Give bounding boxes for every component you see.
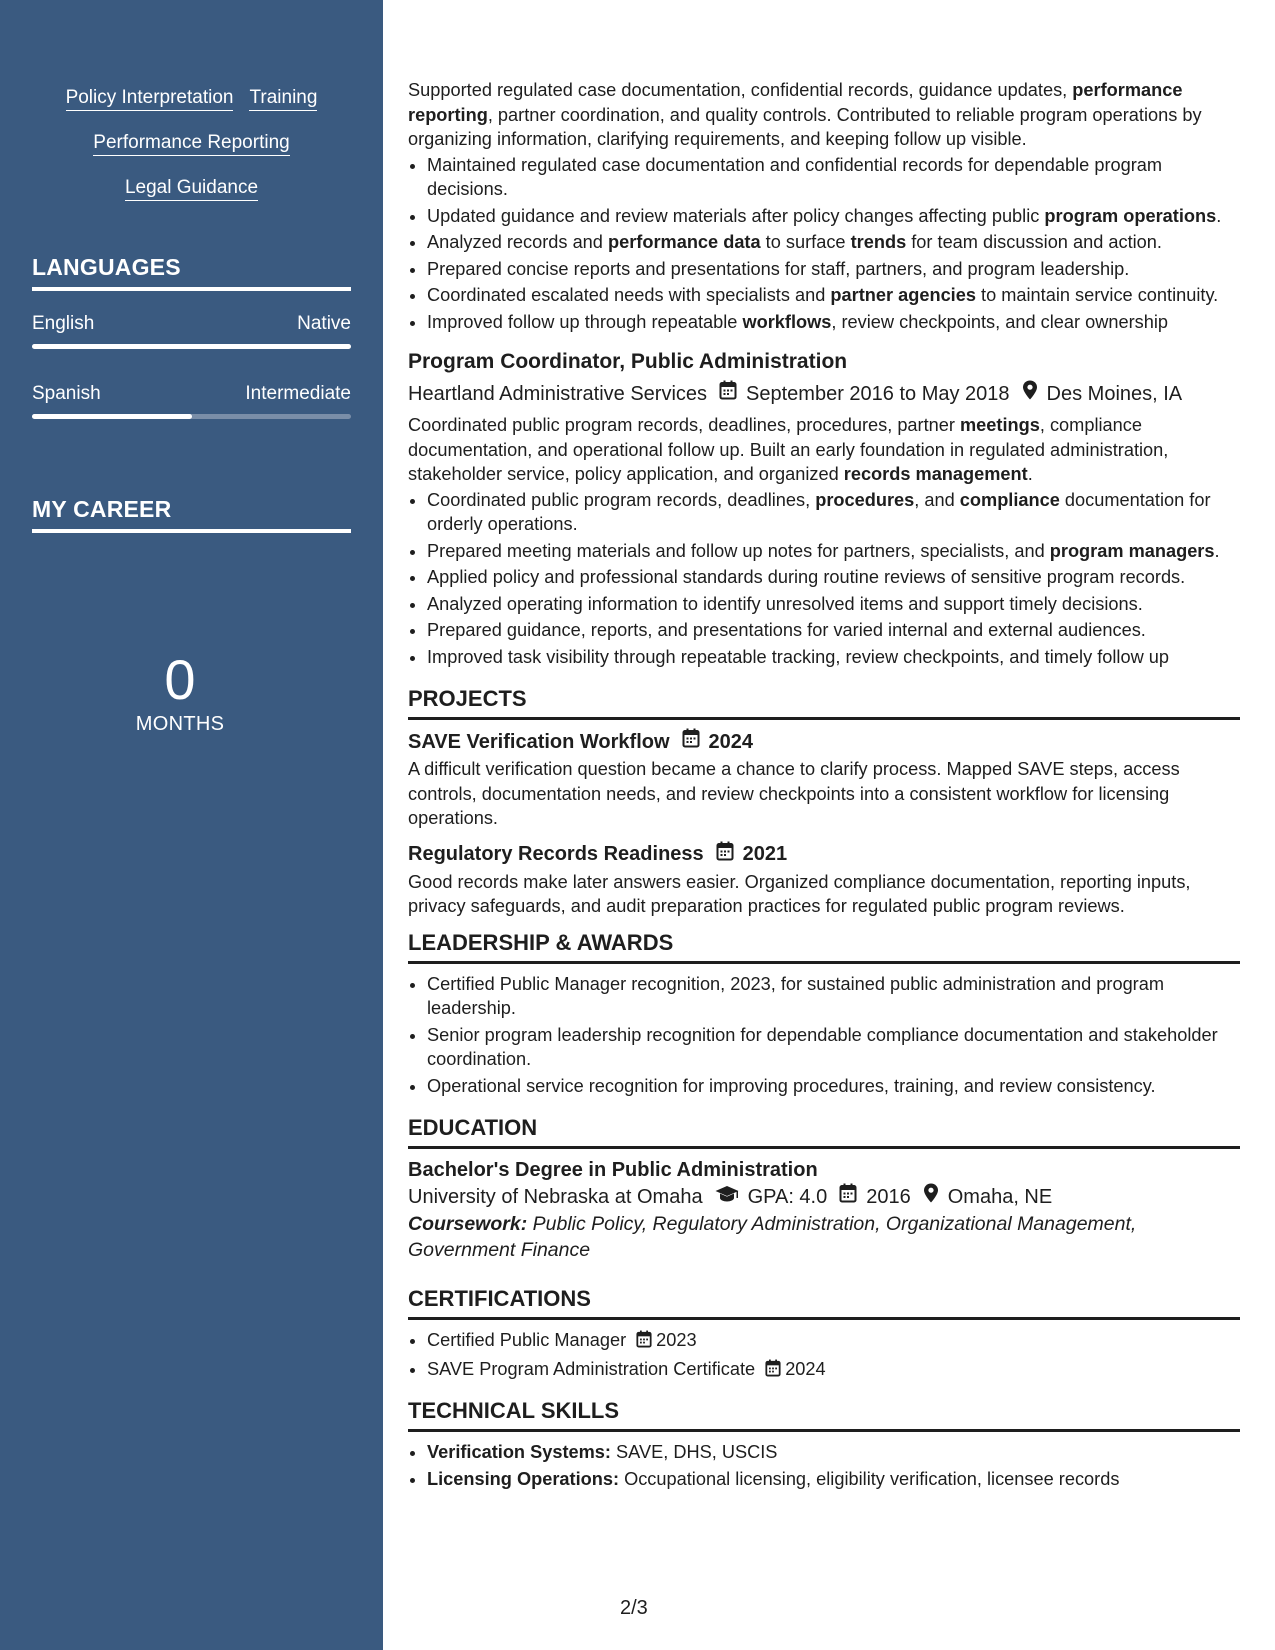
skills-tags	[32, 86, 351, 221]
text-segment: Coordinated escalated needs with specialists and	[427, 285, 831, 305]
job-bullet	[427, 257, 1240, 282]
text-segment: Maintained regulated case documentation and confidential records for dependable program decisions.	[427, 154, 1163, 199]
certifications-list	[408, 1328, 1240, 1383]
project-name: SAVE Verification Workflow	[408, 730, 670, 753]
map-pin-icon	[1022, 380, 1038, 407]
text-segment: Improved task visibility through repeatable tracking, review checkpoints, and timely follow up	[427, 646, 1170, 667]
job-summary	[408, 78, 1240, 152]
languages-heading: LANGUAGES	[32, 253, 351, 291]
text-segment: , and	[914, 489, 960, 510]
language-bar-fill	[32, 344, 351, 349]
technical-skills-list	[408, 1440, 1240, 1491]
text-segment: .	[1216, 205, 1222, 226]
job-bullet	[427, 618, 1240, 643]
job-bullets	[408, 153, 1240, 335]
language-level: Native	[297, 313, 351, 334]
text-segment: Coordinated public program records, deadlines, procedures, partner	[408, 415, 960, 435]
job-summary	[408, 413, 1240, 487]
calendar-icon	[682, 728, 700, 755]
job-location: Des Moines, IA	[1046, 382, 1183, 405]
career-unit: MONTHS	[135, 713, 225, 735]
text-segment: , review checkpoints, and clear ownership	[831, 311, 1169, 332]
text-segment: Analyzed operating information to identify unresolved items and support timely decisions.	[427, 593, 1143, 614]
award-item: • Operational service recognition for improving procedures, training, and review consistency.	[427, 1074, 1240, 1099]
map-pin-icon	[923, 1183, 939, 1211]
job-bullet	[427, 230, 1240, 255]
emphasis-text: partner agencies	[830, 285, 976, 305]
text-segment: Prepared concise reports and presentations for staff, partners, and program leadership.	[427, 258, 1130, 279]
job-bullet	[427, 645, 1240, 670]
certification-item	[427, 1328, 1240, 1355]
skill-value: Occupational licensing, eligibility verification, licensee records	[619, 1468, 1120, 1489]
skill-tag: Performance Reporting	[93, 132, 289, 156]
job-meta	[408, 380, 1240, 407]
emphasis-text: program managers	[1049, 540, 1215, 561]
calendar-icon	[636, 1330, 652, 1355]
award-item: • Senior program leadership recognition for dependable compliance documentation and stakeholder coordination.	[427, 1023, 1240, 1072]
awards-heading: LEADERSHIP & AWARDS	[408, 929, 1240, 964]
text-segment: documentation for orderly operations.	[427, 489, 1211, 534]
text-segment: to surface	[760, 232, 851, 252]
certification-name: SAVE Program Administration Certificate	[427, 1358, 756, 1379]
education-location: Omaha, NE	[947, 1186, 1053, 1208]
gpa: GPA: 4.0	[747, 1186, 828, 1208]
job-bullet	[427, 153, 1240, 202]
emphasis-text: procedures	[815, 489, 915, 510]
emphasis-text: trends	[850, 232, 907, 252]
text-segment: Prepared meeting materials and follow up notes for partners, specialists, and	[427, 540, 1050, 561]
education-heading: EDUCATION	[408, 1114, 1240, 1149]
text-segment: Supported regulated case documentation, confidential records, guidance updates,	[408, 80, 1073, 100]
text-segment: to maintain service continuity.	[975, 285, 1219, 305]
language-name: Spanish	[32, 383, 101, 404]
language-bar	[32, 414, 351, 419]
text-segment: Prepared guidance, reports, and presentations for varied internal and external audiences.	[427, 620, 1146, 640]
text-segment: , partner coordination, and quality controls. Contributed to reliable program operations by organizing information, clarifying requirements, and keeping follow up visible.	[408, 104, 1202, 149]
certification-item	[427, 1357, 1240, 1384]
job-bullet	[427, 488, 1240, 537]
text-segment: Analyzed records and	[427, 232, 608, 252]
main-content	[408, 78, 1240, 1493]
emphasis-text: performance data	[607, 232, 761, 252]
job-title: Program Coordinator, Public Administration	[408, 350, 848, 373]
coursework	[408, 1211, 1240, 1263]
language-item	[32, 312, 351, 349]
skill-row	[32, 131, 351, 157]
emphasis-text: performance reporting	[408, 80, 1183, 125]
project-description: A difficult verification question became a chance to clarify process. Mapped SAVE steps, access controls, documentation needs, and review checkpoints into a consistent workflow for licensing operations.	[408, 759, 1180, 828]
job-bullet	[427, 565, 1240, 590]
job-dates: September 2016 to May 2018	[746, 382, 1010, 405]
text-segment: , compliance documentation, and operational follow up. Built an early foundation in regulated administration, stakeholder service, policy application, and organized	[408, 415, 1169, 484]
project-description: Good records make later answers easier. Organized compliance documentation, reporting inputs, privacy safeguards, and audit preparation practices for regulated public program reviews.	[408, 871, 1191, 916]
text-segment: Coordinated public program records, deadlines,	[427, 489, 816, 510]
emphasis-text: records management	[843, 464, 1028, 484]
project-title	[408, 728, 1240, 755]
skill-value: SAVE, DHS, USCIS	[610, 1442, 778, 1462]
career-counter	[110, 648, 250, 736]
language-bar	[32, 344, 351, 349]
text-segment: .	[1214, 540, 1220, 561]
project-name: Regulatory Records Readiness	[408, 843, 704, 865]
job-bullet	[427, 204, 1240, 229]
skill-label: Licensing Operations:	[427, 1468, 620, 1489]
skill-tag: Training	[249, 87, 317, 111]
degree-title: Bachelor's Degree in Public Administration	[408, 1159, 818, 1181]
certification-name: Certified Public Manager	[427, 1330, 627, 1350]
emphasis-text: compliance	[959, 489, 1060, 510]
text-segment: .	[1027, 464, 1033, 484]
projects-heading: PROJECTS	[408, 685, 1240, 720]
text-segment: Applied policy and professional standards during routine reviews of sensitive program records.	[427, 567, 1186, 587]
project-title	[408, 841, 1240, 868]
job-bullet	[427, 310, 1240, 335]
technical-skill-item	[427, 1440, 1240, 1465]
emphasis-text: meetings	[960, 415, 1040, 435]
skill-row	[32, 86, 351, 112]
career-value: 0	[164, 648, 196, 711]
skill-tag: Legal Guidance	[125, 177, 258, 201]
company-name: Heartland Administrative Services	[408, 382, 708, 405]
language-level: Intermediate	[245, 383, 351, 404]
technical-skill-item	[427, 1467, 1240, 1492]
awards-list	[408, 972, 1240, 1099]
technical-skills-heading: TECHNICAL SKILLS	[408, 1397, 1240, 1432]
language-item	[32, 382, 351, 419]
job-bullet	[427, 592, 1240, 617]
coursework-label: Coursework:	[408, 1213, 528, 1235]
education-year: 2016	[866, 1186, 911, 1208]
school-name: University of Nebraska at Omaha	[408, 1186, 703, 1208]
language-bar-fill	[32, 414, 192, 419]
education-meta	[408, 1183, 1240, 1211]
page-number: 2/3	[620, 1597, 648, 1619]
text-segment: for team discussion and action.	[906, 232, 1162, 252]
emphasis-text: program operations	[1044, 205, 1217, 226]
award-item: • Certified Public Manager recognition, 2023, for sustained public administration and program leadership.	[427, 972, 1240, 1021]
text-segment: Improved follow up through repeatable	[427, 311, 743, 332]
certification-year: 2024	[785, 1358, 826, 1379]
career-heading: MY CAREER	[32, 495, 351, 533]
skill-row	[32, 176, 351, 202]
job-bullet	[427, 283, 1240, 308]
project-year: 2024	[708, 730, 754, 753]
calendar-icon	[839, 1183, 857, 1211]
job-bullet	[427, 539, 1240, 564]
certification-year: 2023	[656, 1330, 697, 1350]
calendar-icon	[719, 380, 737, 407]
project-year: 2021	[742, 843, 788, 865]
calendar-icon	[716, 841, 734, 868]
emphasis-text: workflows	[742, 311, 832, 332]
sidebar	[0, 0, 383, 1650]
text-segment: Updated guidance and review materials after policy changes affecting public	[427, 205, 1045, 226]
coursework-list: Public Policy, Regulatory Administration, Organizational Management, Government Finance	[408, 1213, 1137, 1261]
certifications-heading: CERTIFICATIONS	[408, 1285, 1240, 1320]
skill-tag: Policy Interpretation	[66, 87, 234, 111]
calendar-icon	[765, 1359, 781, 1384]
language-name: English	[32, 313, 95, 334]
graduation-cap-icon	[715, 1183, 739, 1211]
skill-label: Verification Systems:	[427, 1442, 611, 1462]
job-bullets	[408, 488, 1240, 670]
